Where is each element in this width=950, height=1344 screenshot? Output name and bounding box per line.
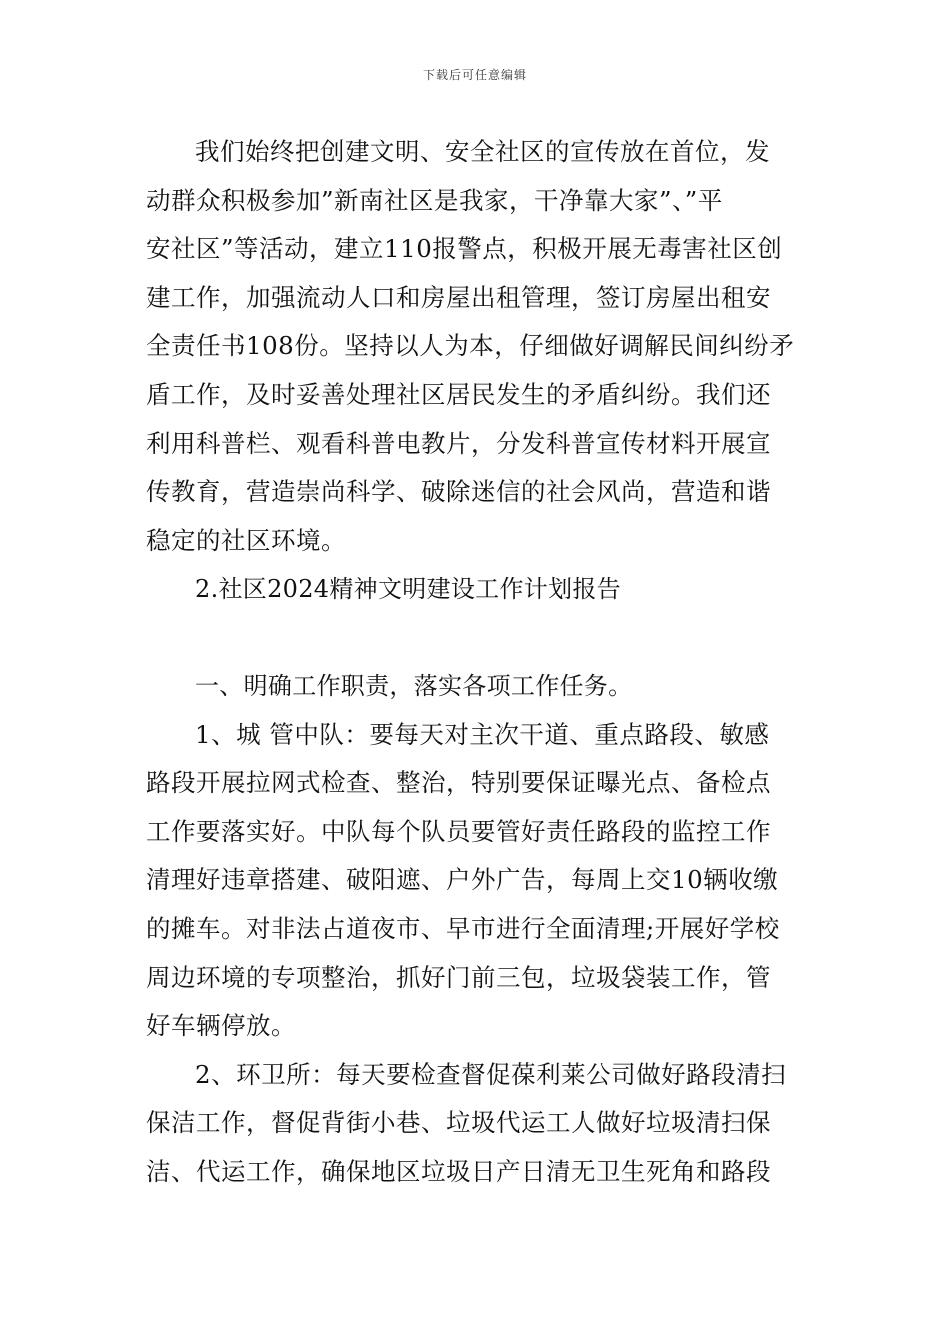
text-line: 保洁工作，督促背街小巷、垃圾代运工人做好垃圾清扫保 — [146, 1108, 771, 1138]
text-line: 的摊车。对非法占道夜市、早市进行全面清理;开展好学校 — [146, 913, 780, 943]
text-line: 周边环境的专项整治，抓好门前三包，垃圾袋装工作，管 — [146, 962, 771, 992]
text-line: 建工作，加强流动人口和房屋出租管理，签订房屋出租安 — [146, 282, 771, 312]
document-body — [146, 128, 810, 1196]
text-line: 好车辆停放。 — [146, 1011, 296, 1041]
text-line: 洁、代运工作，确保地区垃圾日产日清无卫生死角和路段 — [146, 1156, 771, 1186]
text-line: 我们始终把创建文明、安全社区的宣传放在首位，发 — [195, 137, 770, 166]
text-line: 安社区”等活动，建立110报警点，积极开展无毒害社区创 — [146, 234, 783, 264]
paragraph-item-1 — [146, 711, 810, 1051]
paragraph-community-safety — [146, 128, 810, 565]
text-line: 清理好违章搭建、破阳遮、户外广告，每周上交10辆收缴 — [146, 865, 779, 895]
page-header-note: 下载后可任意编辑 — [422, 68, 527, 82]
section-title: 2.社区2024精神文明建设工作计划报告 — [195, 575, 621, 604]
text-line: 传教育，营造崇尚科学、破除迷信的社会风尚，营造和谐 — [146, 477, 771, 507]
text-line: 盾工作，及时妥善处理社区居民发生的矛盾纠纷。我们还 — [146, 379, 771, 409]
text-line: 动群众积极参加”新南社区是我家，干净靠大家”、”平 — [146, 185, 723, 215]
blank-line — [146, 614, 810, 662]
subheading: 一、明确工作职责，落实各项工作任务。 — [195, 671, 633, 700]
text-line: 稳定的社区环境。 — [146, 525, 346, 555]
paragraph-item-2 — [146, 1051, 810, 1197]
text-line: 路段开展拉网式检查、整治，特别要保证曝光点、备检点 — [146, 768, 771, 798]
text-line: 2、环卫所：每天要检查督促葆利莱公司做好路段清扫 — [195, 1059, 787, 1089]
text-line: 利用科普栏、观看科普电教片，分发科普宣传材料开展宣 — [146, 428, 771, 458]
text-line: 全责任书108份。坚持以人为本，仔细做好调解民间纠纷矛 — [146, 331, 795, 361]
text-line: 1、城 管中队：要每天对主次干道、重点路段、敏感 — [195, 719, 770, 749]
text-line: 工作要落实好。中队每个队员要管好责任路段的监控工作 — [146, 816, 771, 846]
